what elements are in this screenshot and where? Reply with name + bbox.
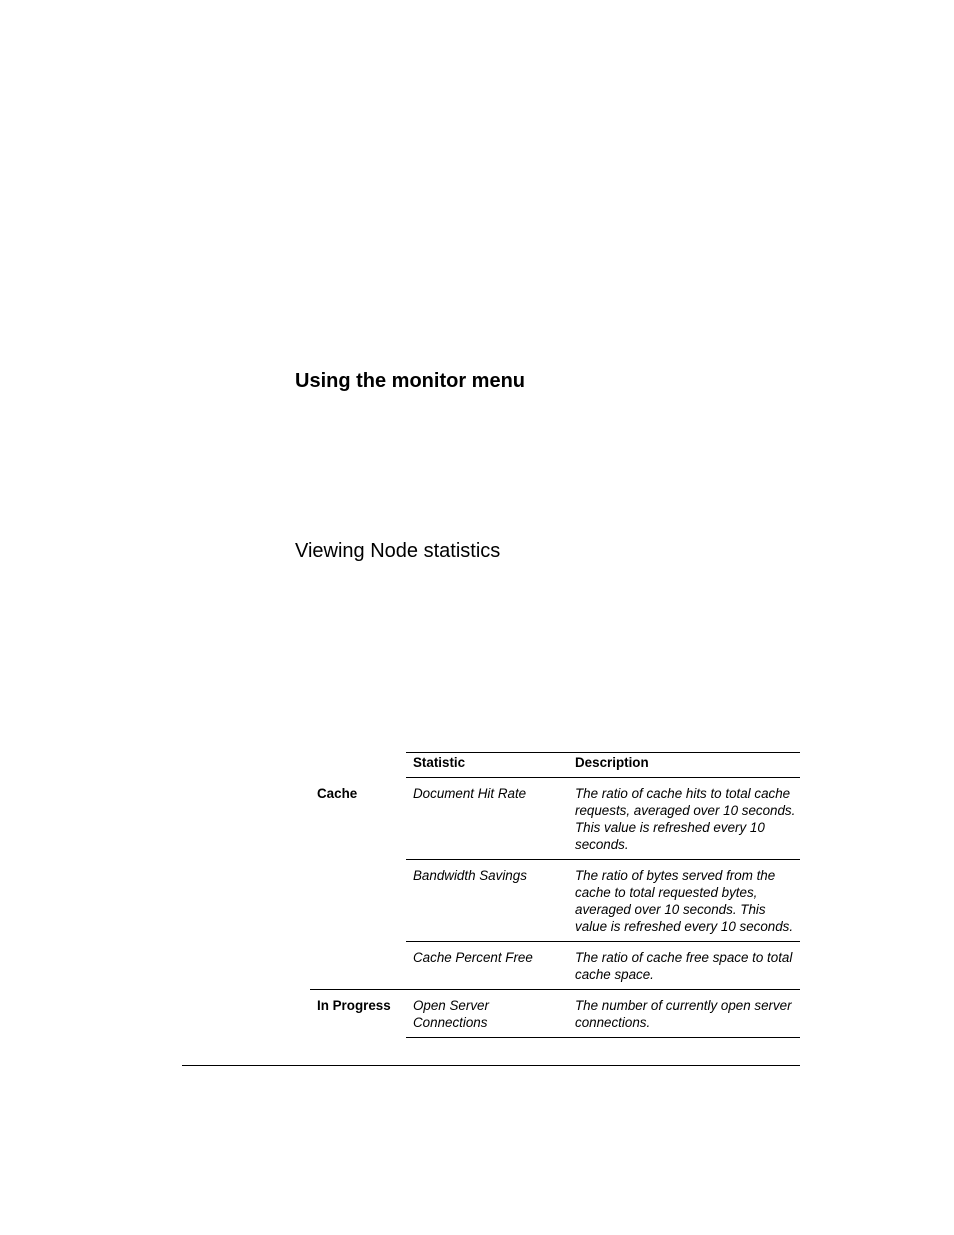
statistic-description: The ratio of cache hits to total cache requests, averaged over 10 seconds. This value is refreshed every 10 seconds. <box>571 778 800 860</box>
group-label-in-progress: In Progress <box>310 990 406 1038</box>
statistic-description: The ratio of cache free space to total cache space. <box>571 942 800 990</box>
table-header-row <box>310 753 800 778</box>
statistic-name: Open Server Connections <box>406 990 571 1038</box>
section-title: Viewing Node statistics <box>295 540 501 562</box>
footer-divider <box>182 1065 800 1066</box>
table-row <box>310 990 800 1038</box>
page-title: Using the monitor menu <box>295 370 525 392</box>
group-label-cache: Cache <box>317 785 358 801</box>
statistic-name: Cache Percent Free <box>406 942 571 990</box>
table-row <box>310 778 800 860</box>
node-statistics-table <box>310 752 800 1038</box>
statistic-description: The number of currently open server connections. <box>571 990 800 1038</box>
group-column-header <box>310 753 406 778</box>
statistic-name: Bandwidth Savings <box>406 860 571 942</box>
statistic-column-header: Statistic <box>406 753 571 778</box>
description-column-header: Description <box>571 753 800 778</box>
statistic-name: Document Hit Rate <box>406 778 571 860</box>
statistic-description: The ratio of bytes served from the cache to total requested bytes, averaged over 10 seconds. This value is refreshed every 10 seconds. <box>571 860 800 942</box>
